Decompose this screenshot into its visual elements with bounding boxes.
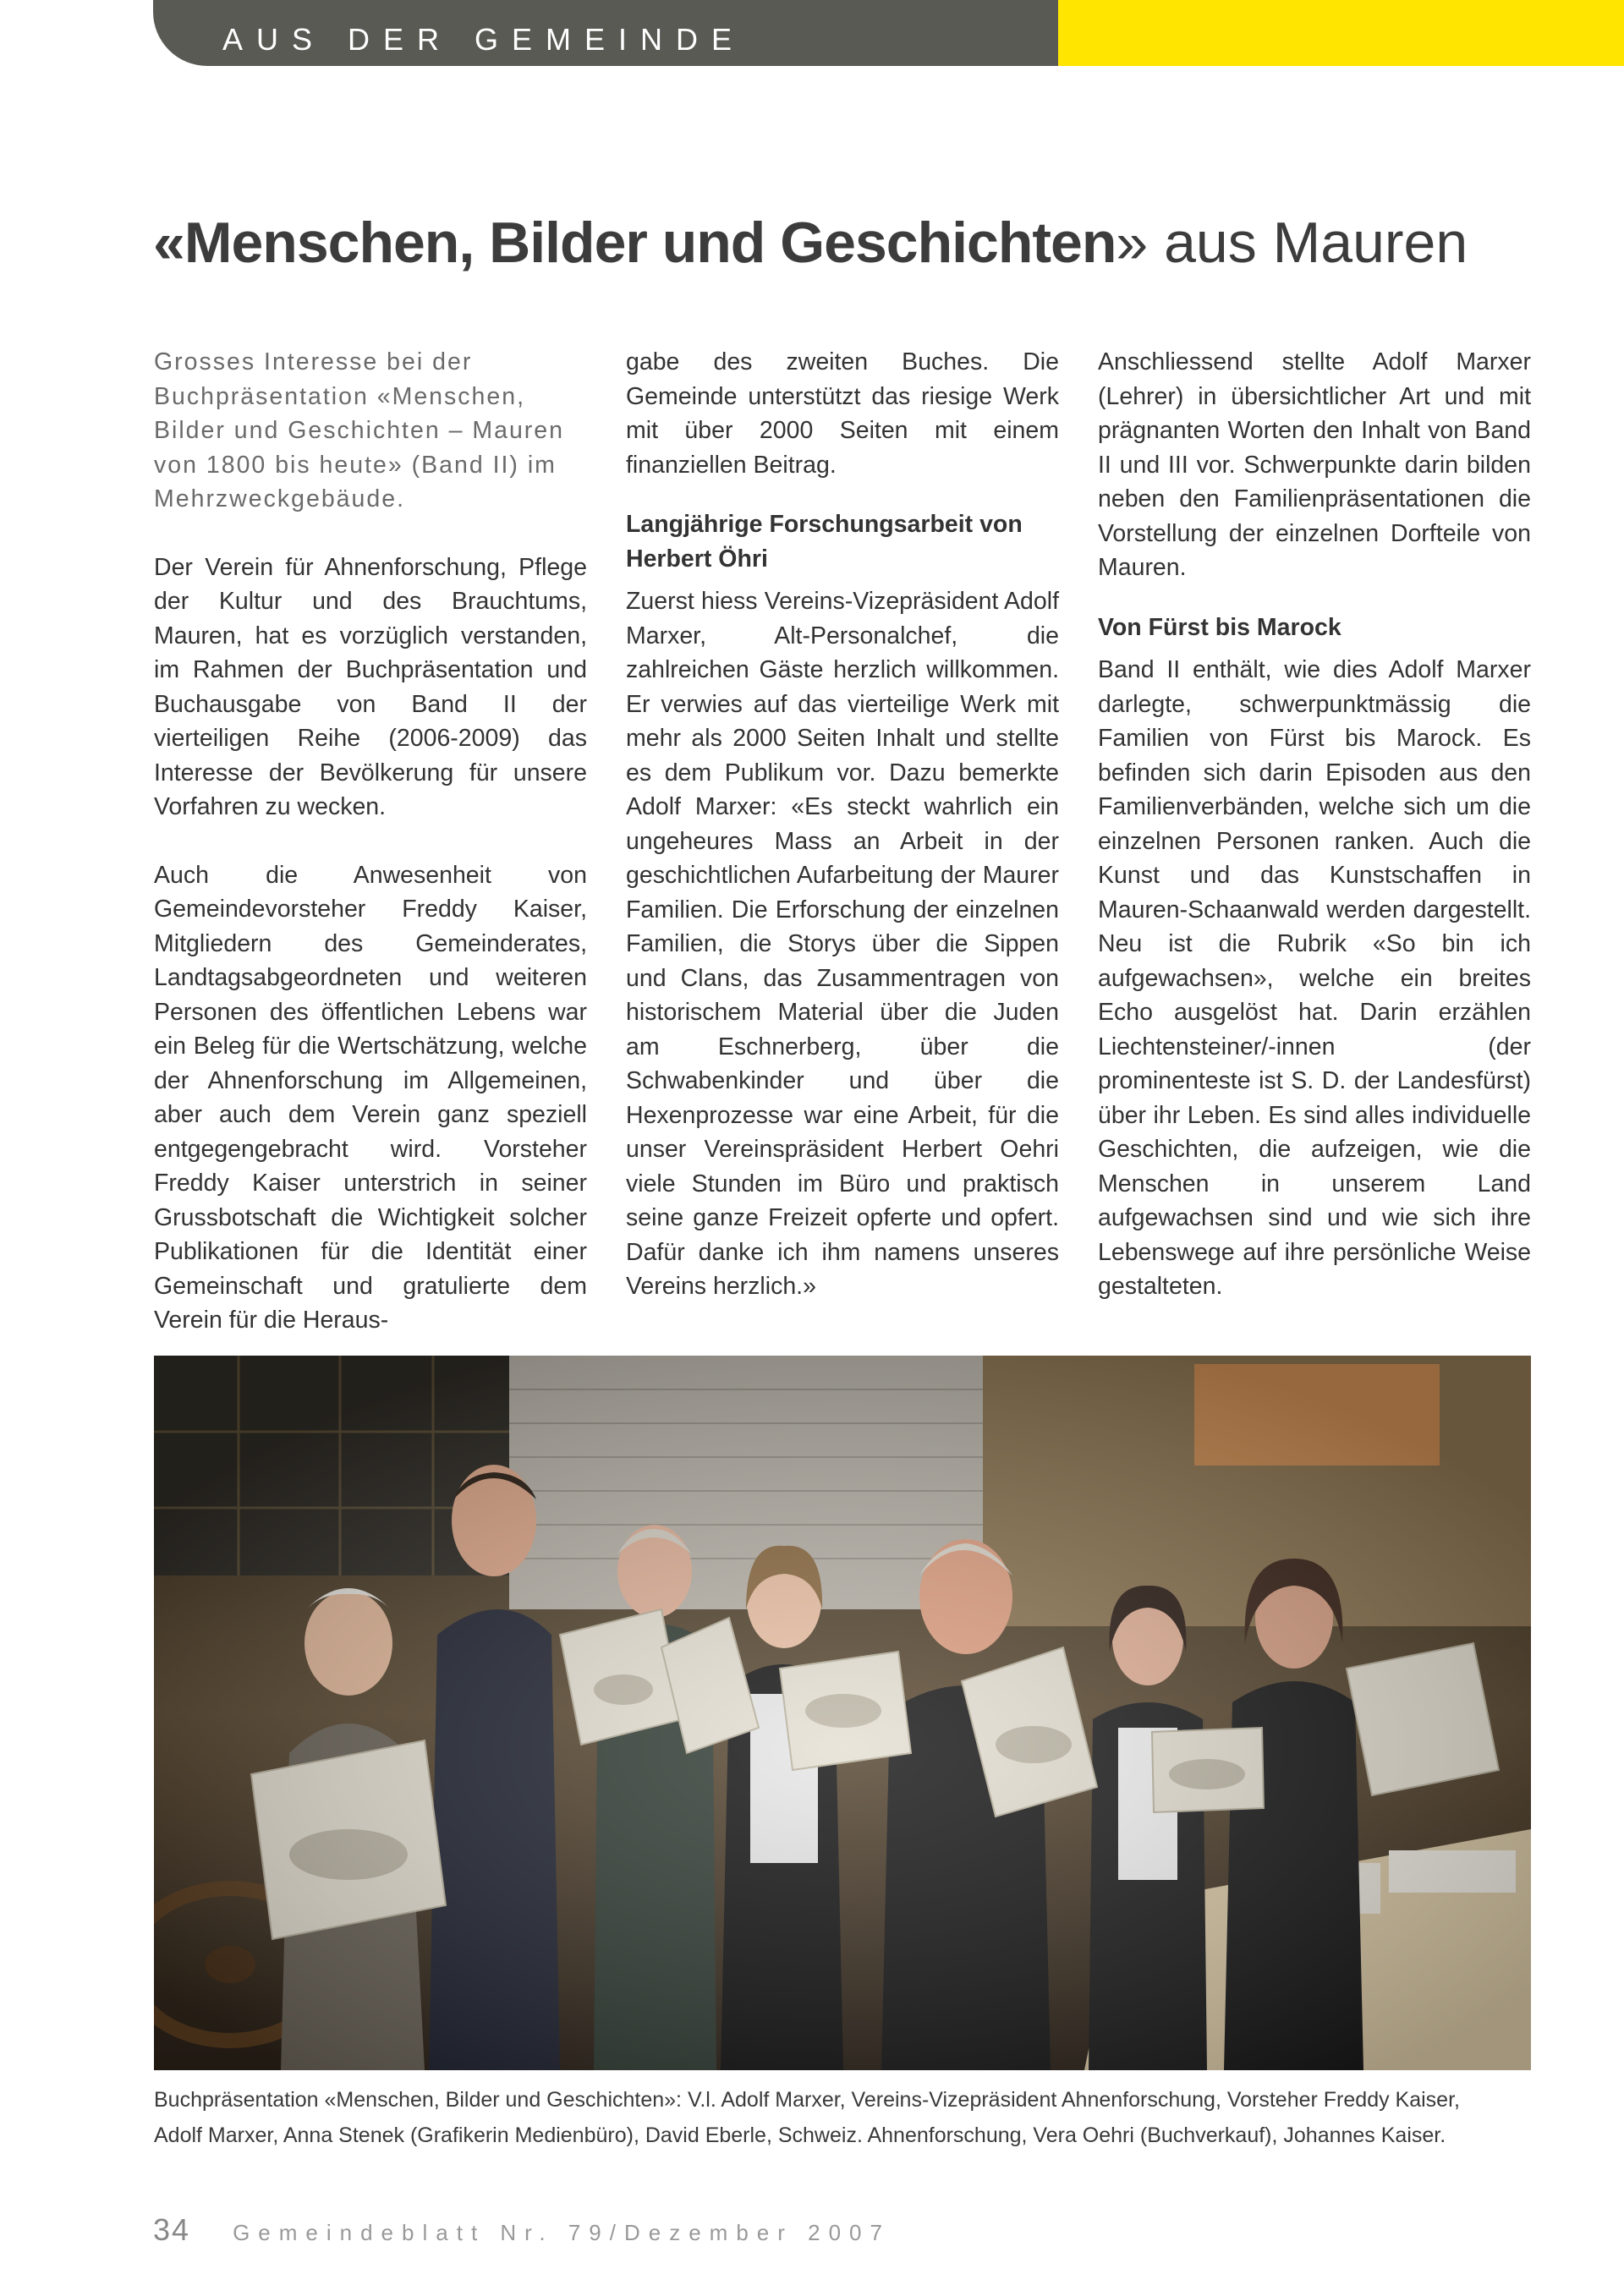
group-photo — [154, 1356, 1531, 2070]
section-label: AUS DER GEMEINDE — [222, 22, 746, 57]
paragraph: gabe des zweiten Buches. Die Gemeinde unterstützt das riesige Werk mit über 2000 Seiten mit einem finanziellen Beitrag. — [626, 348, 1059, 479]
caption-line: Buchpräsentation «Menschen, Bilder und Geschichten»: V.l. Adolf Marxer, Vereins-Vizepräsident Ahnenforschung, Vorsteher Freddy Kaiser, — [154, 2088, 1460, 2112]
title-light: » aus Mauren — [1116, 211, 1468, 275]
subheading: Langjährige Forschungsarbeit von Herbert Öhri — [626, 511, 1023, 573]
paragraph: Der Verein für Ahnenforschung, Pflege der Kultur und des Brauchtums, Mauren, hat es vorzüglich verstanden, im Rahmen der Buchpräsentation und Buchausgabe von Band II der vierteiligen Reihe (2006-2009) das Interesse der Bevölkerung für unsere Vorfahren zu wecken. — [154, 553, 587, 820]
section-header-bar — [153, 0, 1058, 66]
photo-caption — [154, 2082, 1541, 2153]
magazine-issue: Gemeindeblatt Nr. 79/Dezember 2007 — [233, 2220, 891, 2245]
article-title — [153, 210, 1468, 276]
paragraph: Zuerst hiess Vereins-Vizepräsident Adolf Marxer, Alt-Personalchef, die zahlreichen Gäste herzlich willkommen. Er verwies auf das vierteilige Werk mit mehr als 2000 Seiten Inhalt und stellte es dem Publikum vor. Dazu bemerkte Adolf Marxer: «Es steckt wahrlich ein ungeheures Mass an Arbeit in der geschichtlichen Aufarbeitung der Maurer Familien. Die Erforschung der einzelnen Familien, die Storys über die Sippen und Clans, das Zusammentragen von historischem Material über die Juden am Eschnerberg, über die Schwabenkinder und über die Hexenprozesse war eine Arbeit, für die unser Vereinspräsident Herbert Oehri viele Stunden im Büro und praktisch seine ganze Freizeit opferte und opfert. Dafür danke ich ihm namens unseres Vereins herzlich.» — [626, 588, 1059, 1300]
accent-bar — [1058, 0, 1624, 66]
paragraph: Auch die Anwesenheit von Gemeindevorsteher Freddy Kaiser, Mitgliedern des Gemeinderates, Landtagsabgeordneten und weiteren Personen des öffentlichen Lebens war ein Beleg für die Wertschätzung, welche der Ahnenforschung im Allgemeinen, aber auch dem Verein ganz speziell entgegengebracht wird. Vorsteher Freddy Kaiser unterstrich in seiner Grussbotschaft die Wichtigkeit solcher Publikationen für die Identität einer Gemeinschaft und gratulierte dem Verein für die Heraus- — [154, 861, 587, 1334]
paragraph: Anschliessend stellte Adolf Marxer (Lehrer) in übersichtlicher Art und mit prägnanten Worten den Inhalt von Band II und III vor. Schwerpunkte darin bilden neben den Familienpräsentationen die Vorstellung der einzelnen Dorfteile von Mauren. — [1098, 348, 1531, 581]
subheading: Von Fürst bis Marock — [1098, 613, 1341, 641]
title-bold: «Menschen, Bilder und Geschichten — [153, 211, 1116, 275]
paragraph: Band II enthält, wie dies Adolf Marxer darlegte, schwerpunktmässig die Familien von Fürst bis Marock. Es befinden sich darin Episoden aus den Familienverbänden, welche sich um die einzelnen Personen ranken. Auch die Kunst und das Kunstschaffen in Mauren-Schaanwald werden dargestellt. Neu ist die Rubrik «So bin ich aufgewachsen», welche ein breites Echo ausgelöst hat. Darin erzählen Liechtensteiner/-innen (der prominenteste ist S. D. der Landesfürst) über ihr Leben. Es sind alles individuelle Geschichten, die aufzeigen, wie die Menschen in unserem Land aufgewachsen sind und wie sich ihre Lebenswege auf ihre persönliche Weise gestalteten. — [1098, 656, 1531, 1300]
page-number: 34 — [153, 2212, 191, 2247]
text-column-2 — [626, 345, 1059, 1304]
caption-line: Adolf Marxer, Anna Stenek (Grafikerin Medienbüro), David Eberle, Schweiz. Ahnenforschung, Vera Oehri (Buchverkauf), Johannes Kaiser. — [154, 2123, 1446, 2147]
text-column-3 — [1098, 345, 1531, 1304]
lead-paragraph: Grosses Interesse bei der Buchpräsentation «Menschen, Bilder und Geschichten – Mauren von 1800 bis heute» (Band II) im Mehrzweckgebäude. — [154, 348, 564, 512]
page-footer — [153, 2212, 891, 2248]
text-column-1 — [154, 345, 587, 1338]
